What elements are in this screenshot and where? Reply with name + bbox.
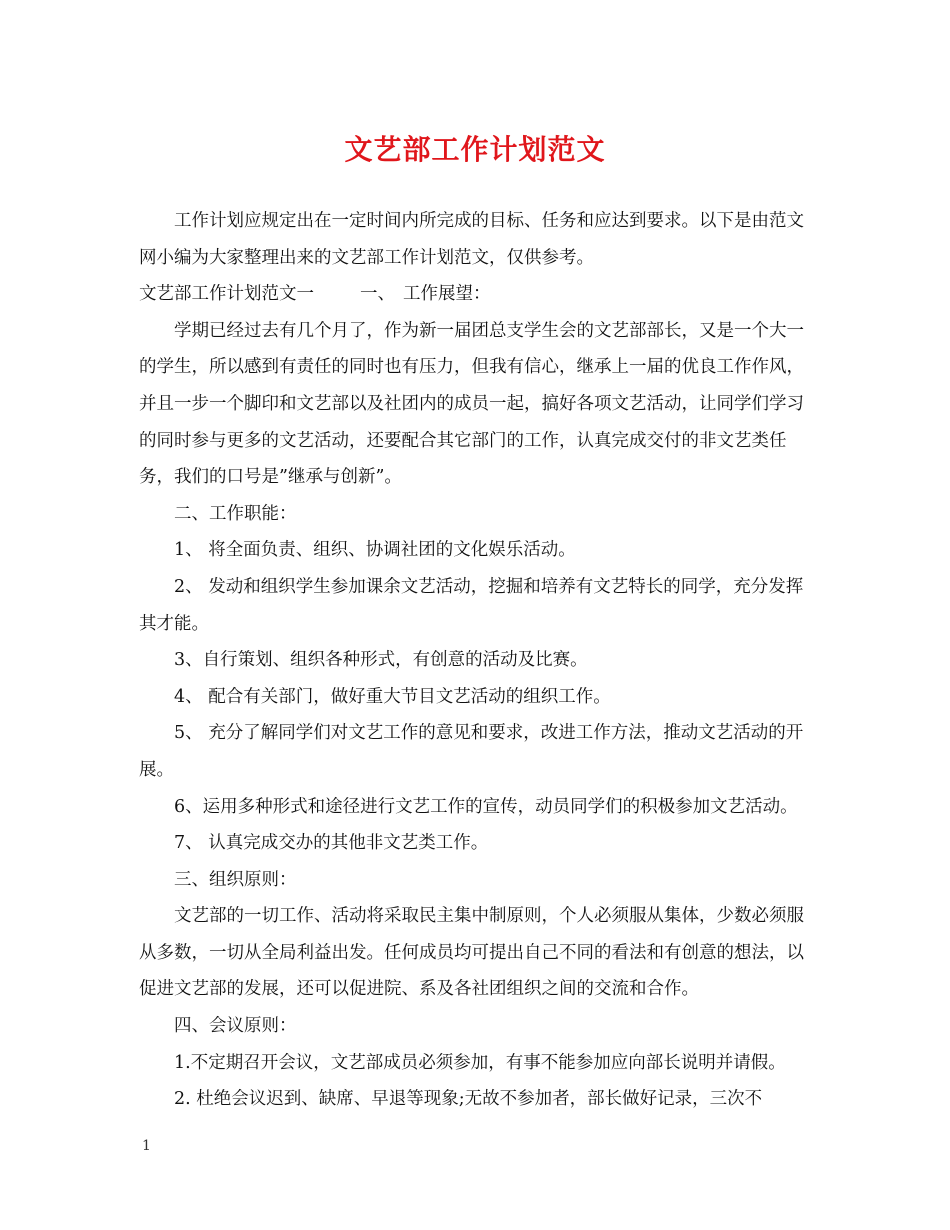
intro-paragraph: 工作计划应规定出在一定时间内所完成的目标、任务和应达到要求。以下是由范文网小编为大家整理出来的文艺部工作计划范文，仅供参考。: [139, 211, 804, 268]
list-item-meeting-1: 1.不定期召开会议，文艺部成员必须参加，有事不能参加应向部长说明并请假。: [174, 1052, 786, 1073]
list-item-function-6: 6、运用多种形式和途径进行文艺工作的宣传，动员同学们的积极参加文艺活动。: [174, 796, 798, 817]
list-item-function-7: 7、 认真完成交办的其他非文艺类工作。: [174, 833, 489, 854]
section-number: 一、: [360, 284, 395, 305]
heading-work-functions: 二、工作职能：: [174, 503, 297, 524]
list-item-function-2: 2、 发动和组织学生参加课余文艺活动，挖掘和培养有文艺特长的同学，充分发挥其才能。: [139, 576, 804, 634]
paragraph-organization-principles: 文艺部的一切工作、活动将采取民主集中制原则，个人必须服从集体，少数必须服从多数，一切从全局利益出发。任何成员均可提出自己不同的看法和有创意的想法，以促进文艺部的发展，还可以促进院、系及各社团组织之间的交流和合作。: [139, 906, 804, 1000]
list-item-function-3: 3、自行策划、组织各种形式，有创意的活动及比赛。: [174, 650, 588, 671]
page-number: 1: [142, 1138, 151, 1154]
document-body: [139, 203, 814, 1118]
section-heading: 工作展望：: [403, 284, 491, 305]
paragraph-work-outlook: 学期已经过去有几个月了，作为新一届团总支学生会的文艺部部长，又是一个大一的学生，所以感到有责任的同时也有压力，但我有信心，继承上一届的优良工作作风，并且一步一个脚印和文艺部以及社团内的成员一起，搞好各项文艺活动，让同学们学习的同时参与更多的文艺活动，还要配合其它部门的工作，认真完成交付的非文艺类任务，我们的口号是”继承与创新”。: [139, 320, 804, 488]
list-item-function-5: 5、 充分了解同学们对文艺工作的意见和要求，改进工作方法，推动文艺活动的开展。: [139, 723, 804, 780]
heading-organization-principles: 三、组织原则：: [174, 869, 297, 890]
document-title: 文艺部工作计划范文: [344, 133, 606, 166]
list-item-meeting-2: 2. 杜绝会议迟到、缺席、早退等现象;无故不参加者，部长做好记录，三次不: [174, 1089, 763, 1110]
section-heading-line: [139, 276, 814, 313]
heading-meeting-principles: 四、会议原则：: [174, 1016, 297, 1037]
list-item-function-4: 4、 配合有关部门，做好重大节目文艺活动的组织工作。: [174, 686, 611, 707]
document-label: 文艺部工作计划范文一: [139, 284, 314, 305]
list-item-function-1: 1、 将全面负责、组织、协调社团的文化娱乐活动。: [174, 540, 576, 561]
